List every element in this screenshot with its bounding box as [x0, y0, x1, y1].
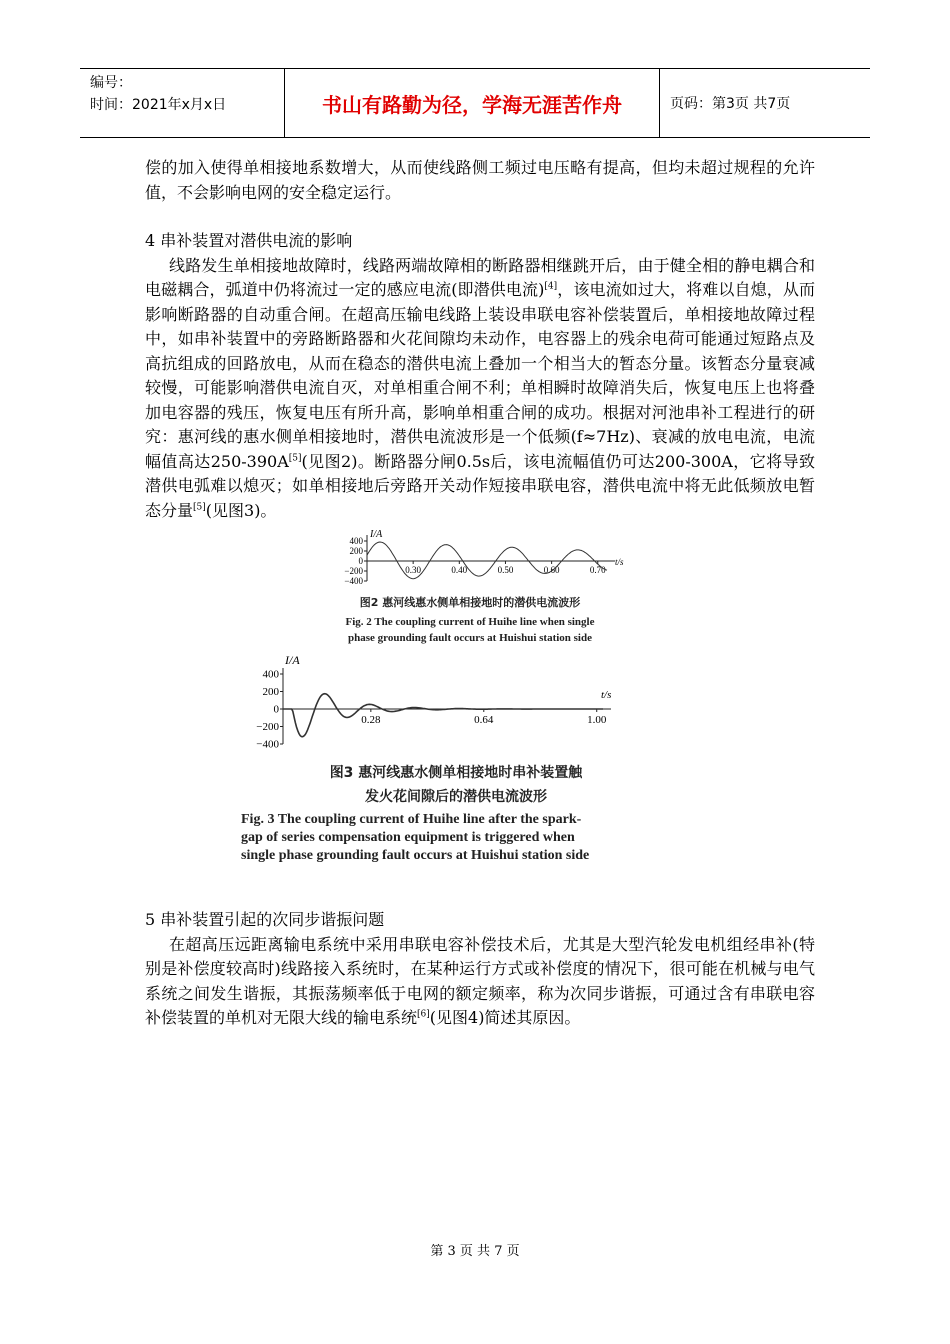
- y-tick-label: −200: [256, 721, 279, 734]
- x-tick-label: 0.40: [451, 565, 468, 575]
- citation: [5]: [288, 453, 302, 464]
- time-label: 时间：2021年x月x日: [90, 97, 227, 113]
- y-tick-label: 200: [262, 686, 279, 699]
- x-tick-label: 1.00: [587, 714, 607, 726]
- citation: [4]: [544, 281, 558, 292]
- figure-2-chart: [335, 527, 635, 589]
- figure-2: [335, 527, 635, 644]
- number-label: 编号：: [90, 75, 132, 91]
- y-axis-label: I/A: [285, 653, 300, 667]
- x-tick-label: 0.30: [405, 565, 422, 575]
- y-tick-label: −200: [344, 566, 363, 576]
- waveform-line: [367, 542, 607, 579]
- x-tick-label: 0.50: [497, 565, 514, 575]
- text-run: (见图3)。: [205, 500, 277, 520]
- section-5-title: 5 串补装置引起的次同步谐振问题: [145, 910, 385, 929]
- page-header: [80, 68, 870, 138]
- y-tick-label: −400: [256, 738, 279, 751]
- text-run: 在超高压远距离输电系统中采用串联电容补偿技术后，尤其是大型汽轮发电机组经串补(特别是补偿度较高时)线路接入系统时，在某种运行方式或补偿度的情况下，很可能在机械与电气系统之间发生谐振，其振荡频率低于电网的额定频率，称为次同步谐振，可通过含有串联电容补偿装置的单机对无限大线的输电系统: [145, 934, 815, 1027]
- x-axis-label: t/s: [615, 557, 624, 567]
- paragraph-continued: 偿的加入使得单相接地系数增大，从而使线路侧工频过电压略有提高，但均未超过规程的允许值，不会影响电网的安全稳定运行。: [145, 158, 815, 202]
- text-run: (见图4)简述其原因。: [429, 1008, 581, 1027]
- y-tick-label: 0: [273, 703, 279, 716]
- y-tick-label: 400: [349, 536, 363, 546]
- section-4-title: 4 串补装置对潜供电流的影响: [145, 231, 353, 250]
- header-page-info: 页码：第3页 共7页: [670, 96, 791, 112]
- x-tick-label: 0.64: [474, 714, 494, 726]
- figure-2-caption-en-1: Fig. 2 The coupling current of Huihe line when single: [345, 616, 595, 628]
- header-motto: 书山有路勤为径，学海无涯苦作舟: [285, 69, 660, 137]
- figure-3-caption-cn-2: 发火花间隙后的潜供电流波形: [365, 789, 547, 805]
- figure-3-caption-cn-1: 图3 惠河线惠水侧单相接地时串补装置触: [329, 765, 583, 781]
- y-tick-label: −400: [344, 576, 363, 586]
- document-body: [145, 156, 815, 1031]
- citation: [6]: [417, 1009, 430, 1020]
- figure-3: [241, 652, 701, 864]
- text-run: ，该电流如过大，将难以自熄，从而影响断路器的自动重合闸。在超高压输电线路上装设串联电容补偿装置后，单相接地故障过程中，如串补装置中的旁路断路器和火花间隙均未动作，电容器上的残余电荷可能通过短路点及高抗组成的回路放电，从而在稳态的潜供电流上叠加一个相当大的暂态分量。该暂态分量衰减较慢，可能影响潜供电流自灭，对单相重合闸不利；单相瞬时故障消失后，恢复电压上也将叠加电容器的残压，恢复电压有所升高，影响单相重合闸的成功。根据对河池串补工程进行的研究：惠河线的惠水侧单相接地时，潜供电流波形是一个低频(f≈7Hz)、衰减的放电电流，电流幅值高达250-390A: [145, 280, 815, 471]
- y-axis-label: I/A: [370, 529, 383, 540]
- waveform-line: [283, 694, 603, 737]
- x-tick-label: 0.28: [361, 714, 381, 726]
- paragraph-section-5: [145, 933, 815, 1031]
- y-tick-label: 0: [358, 556, 363, 566]
- y-tick-label: 200: [349, 546, 363, 556]
- figure-2-caption-en-2: phase grounding fault occurs at Huishui station side: [348, 632, 592, 644]
- x-tick-label: 0.70: [589, 565, 606, 575]
- paragraph-section-4: [145, 254, 815, 524]
- citation: [5]: [193, 502, 206, 513]
- text-run: (见图2)。断路器分闸0.5s后，该电流幅值仍可达200-300A，它将导致潜供电弧难以熄灭；如单相接地后旁路开关动作短接串联电容，潜供电流中将无此低频放电暂态分量: [145, 451, 815, 520]
- header-meta: [80, 69, 285, 137]
- figure-3-caption-en-3: single phase grounding fault occurs at Huishui station side: [241, 848, 590, 863]
- figure-2-caption-cn: 图2 惠河线惠水侧单相接地时的潜供电流波形: [359, 596, 581, 609]
- x-axis-label: t/s: [601, 689, 612, 701]
- text-run: 线路发生单相接地故障时，线路两端故障相的断路器相继跳开后，由于健全相的静电耦合和电磁耦合，弧道中仍将流过一定的感应电流(即潜供电流): [145, 255, 815, 299]
- x-tick-label: 0.60: [543, 565, 560, 575]
- page-footer: 第 3 页 共 7 页: [430, 1244, 520, 1259]
- figure-3-caption-en-1: Fig. 3 The coupling current of Huihe line after the spark-: [241, 812, 582, 827]
- y-tick-label: 400: [262, 668, 279, 681]
- figure-3-chart: [241, 652, 621, 752]
- figure-3-caption-en-2: gap of series compensation equipment is triggered when: [241, 830, 575, 845]
